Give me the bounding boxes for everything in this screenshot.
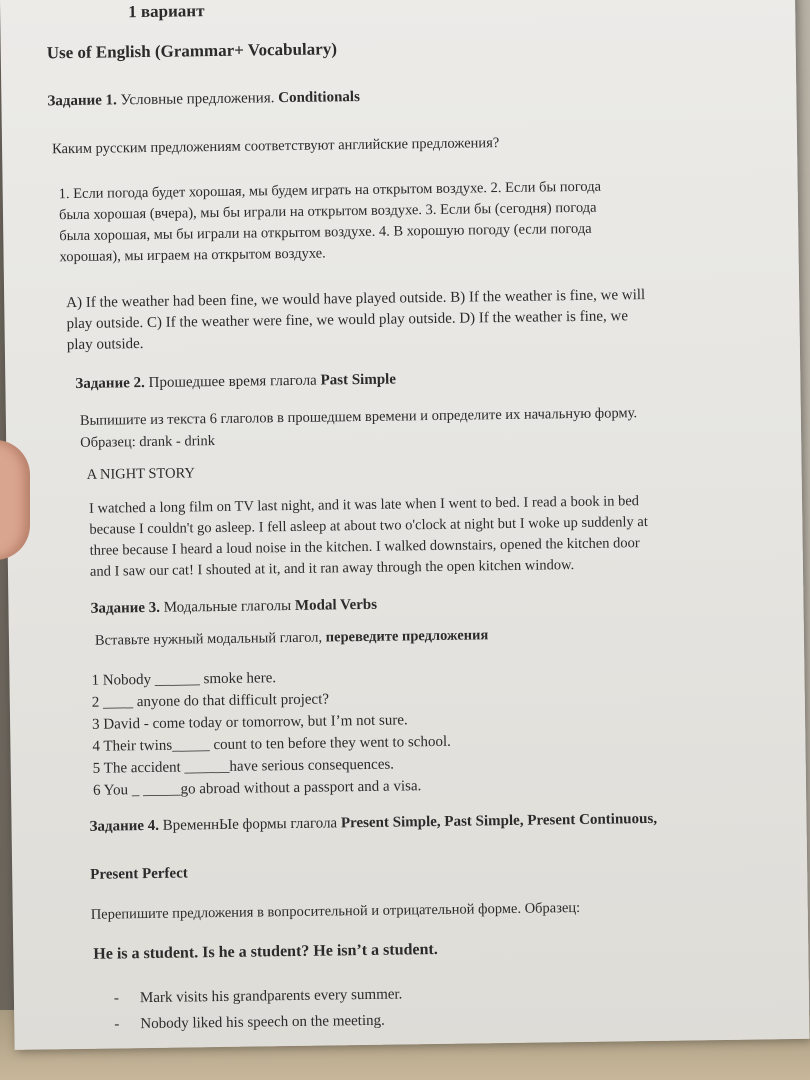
task2-topic-en: Past Simple (320, 371, 397, 389)
task4-example: He is a student. Is he a student? He isn’t a student. (93, 940, 438, 963)
dash-bullet: - (114, 1016, 120, 1033)
task4-item-text: Mark visits his grandparents every summer. (139, 986, 403, 1007)
story-line: because I couldn't go asleep. I fell asleep at about two o'clock at night but I woke up suddenly at (89, 514, 648, 538)
story-line: three because I heard a loud noise in the kitchen. I walked downstairs, opened the kitchen door (89, 535, 640, 559)
task3-item: 6 You _ _____go abroad without a passport and a visa. (92, 778, 422, 799)
story-line: and I saw our cat! I shouted at it, and it ran away through the open kitchen window. (89, 557, 575, 580)
task3-label: Задание 3. (90, 599, 161, 617)
task2-topic-ru: Прошедшее время глагола (148, 372, 317, 391)
task1-ru-line: была хорошая, мы бы играли на открытом воздухе. 4. В хорошую погоду (если погода (59, 220, 592, 245)
dash-bullet: - (113, 990, 120, 1007)
task4-topic-en: Present Simple, Past Simple, Present Continuous, (340, 810, 658, 832)
story-line: I watched a long film on TV last night, and it was late when I went to bed. I read a book in bed (89, 493, 640, 517)
task3-item: 2 ____ anyone do that difficult project? (91, 691, 330, 711)
task3-topic-ru: Модальные глаголы (163, 597, 292, 616)
task2-instruction-line: Образец: drank - drink (80, 433, 216, 451)
task3-item: 3 David - come today or tomorrow, but I’m not sure. (92, 712, 408, 733)
task3-heading (90, 595, 377, 619)
task4-item-text: Nobody liked his speech on the meeting. (140, 1012, 385, 1033)
task4-topic-en-2: Present Perfect (90, 865, 188, 883)
task3-item: 4 Their twins_____ count to ten before they went to school. (92, 733, 451, 755)
task2-heading (75, 370, 396, 394)
task1-heading (47, 87, 360, 111)
task3-item: 1 Nobody ______ smoke here. (91, 670, 277, 689)
task4-label: Задание 4. (89, 817, 160, 835)
task4-heading (89, 809, 657, 837)
task3-instruction-a: Вставьте нужный модальный глагол, (94, 629, 323, 649)
task2-instruction-line: Выпишите из текста 6 глаголов в прошедшем времени и определите их начальную форму. (79, 405, 638, 429)
task4-item (114, 984, 403, 1008)
task1-label: Задание 1. (47, 92, 117, 110)
task1-en-line: play outside. (66, 336, 144, 354)
task1-ru-line: 1. Если погода будет хорошая, мы будем играть на открытом воздухе. 2. Если бы погода (58, 178, 602, 203)
task1-en-line: play outside. C) If the weather were fine, we would play outside. D) If the weather is fine, we (66, 308, 629, 333)
task4-item (114, 1011, 385, 1035)
task1-instruction: Каким русским предложениям соответствуют английские предложения? (51, 135, 500, 158)
variant-heading: 1 вариант (128, 1, 205, 22)
story-title: A NIGHT STORY (86, 465, 195, 483)
task1-topic-en: Conditionals (278, 88, 360, 107)
section-title: Use of English (Grammar+ Vocabulary) (46, 39, 338, 63)
task1-en-line: A) If the weather had been fine, we would have played outside. B) If the weather is fine, we will (66, 287, 646, 312)
task3-item: 5 The accident ______have serious consequences. (92, 756, 395, 777)
task3-instruction-b: переведите предложения (325, 627, 489, 646)
thumb (0, 440, 30, 560)
task4-topic-ru: ВременнЫе формы глагола (162, 815, 338, 834)
task1-ru-line: хорошая), мы играем на открытом воздухе. (59, 245, 326, 266)
task4-heading-cont (90, 863, 188, 884)
task1-ru-line: была хорошая (вчера), мы бы играли на открытом воздухе. 3. Если бы (сегодня) погода (58, 199, 597, 224)
task2-label: Задание 2. (75, 375, 145, 392)
task4-instruction: Перепишите предложения в вопросительной и отрицательной форме. Образец: (90, 899, 581, 923)
task1-topic-ru: Условные предложения. (120, 90, 275, 109)
task3-instruction (95, 625, 489, 650)
task3-topic-en: Modal Verbs (294, 596, 378, 614)
